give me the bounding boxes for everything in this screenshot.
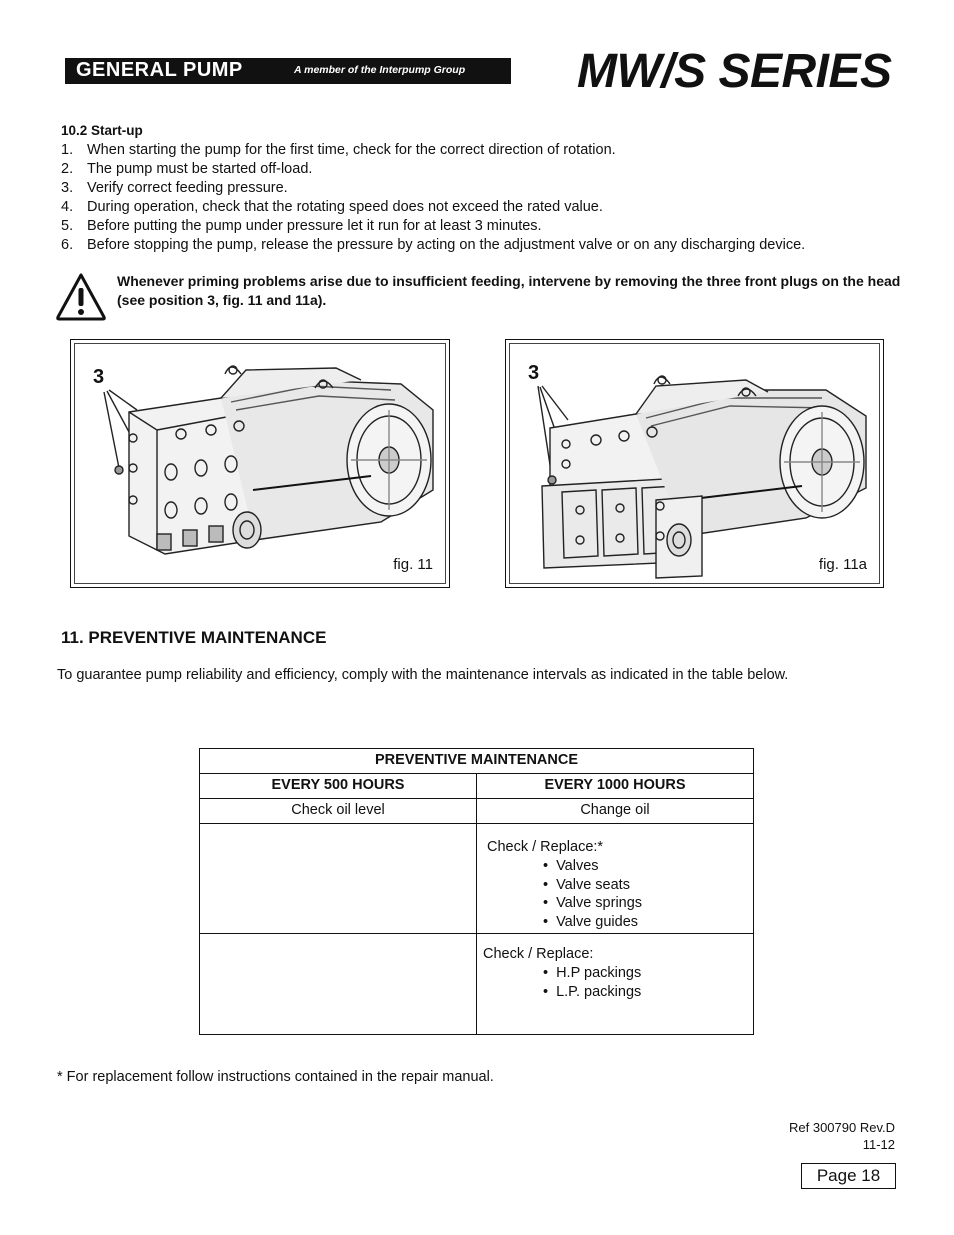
brand-name: GENERAL PUMP	[76, 59, 243, 81]
pump-illustration	[506, 340, 883, 587]
page-number: Page 18	[801, 1163, 896, 1189]
figure-11a	[505, 339, 884, 588]
startup-step	[61, 217, 921, 236]
figure-caption: fig. 11	[393, 556, 433, 573]
list-item: • Valve seats	[543, 876, 753, 895]
cell-title: Check / Replace:*	[487, 839, 604, 855]
step-text: The pump must be started off-load.	[87, 160, 313, 177]
list-item: • Valves	[543, 857, 753, 876]
step-number: 6.	[61, 236, 74, 253]
section-heading: 11. PREVENTIVE MAINTENANCE	[61, 628, 327, 647]
brand-bar	[65, 58, 511, 84]
step-text: During operation, check that the rotating speed does not exceed the rated value.	[87, 198, 603, 215]
step-text: Verify correct feeding pressure.	[87, 179, 288, 196]
bullet-list	[483, 964, 753, 1002]
table-cell-empty	[200, 934, 477, 1035]
table-row	[200, 799, 754, 824]
table-title: PREVENTIVE MAINTENANCE	[200, 749, 754, 774]
footnote: * For replacement follow instructions contained in the repair manual.	[57, 1069, 494, 1085]
table-cell-empty	[200, 824, 477, 934]
startup-step	[61, 160, 921, 179]
column-header-1000: EVERY 1000 HOURS	[477, 774, 754, 799]
section-intro: To guarantee pump reliability and efficiency, comply with the maintenance intervals as indicated in the table below.	[57, 667, 789, 683]
step-text: When starting the pump for the first time, check for the correct direction of rotation.	[87, 142, 616, 158]
table-row	[200, 934, 754, 1035]
step-number: 2.	[61, 160, 74, 177]
callout-number: 3	[528, 362, 540, 384]
step-text: Before putting the pump under pressure let it run for at least 3 minutes.	[87, 217, 542, 234]
maintenance-table	[199, 748, 754, 1035]
figure-11	[70, 339, 450, 588]
step-number: 4.	[61, 198, 74, 215]
warning-triangle-icon	[55, 272, 107, 322]
series-title: MW/S SERIES	[577, 45, 892, 98]
bullet-list	[487, 857, 753, 932]
list-item: • Valve springs	[543, 894, 753, 913]
brand-tagline: A member of the Interpump Group	[294, 64, 466, 76]
startup-step	[61, 198, 921, 217]
reference-code	[789, 1119, 895, 1153]
table-cell: Check oil level	[200, 799, 477, 824]
table-cell	[477, 824, 754, 934]
list-item: • H.P packings	[543, 964, 753, 983]
figure-caption: fig. 11a	[818, 556, 867, 573]
callout-number: 3	[93, 366, 105, 388]
startup-step	[61, 141, 921, 160]
table-cell	[477, 934, 754, 1035]
table-cell: Change oil	[477, 799, 754, 824]
step-number: 1.	[61, 142, 74, 158]
table-row	[200, 774, 754, 799]
cell-title: Check / Replace:	[483, 946, 594, 962]
table-row	[200, 749, 754, 774]
startup-step	[61, 236, 921, 255]
startup-heading: 10.2 Start-up	[61, 123, 143, 138]
pump-illustration	[71, 340, 449, 587]
warning-text: Whenever priming problems arise due to insufficient feeding, intervene by removing the three front plugs on the head (see position 3, fig. 11 and 11a).	[117, 273, 901, 308]
startup-step	[61, 179, 921, 198]
list-item: • L.P. packings	[543, 983, 753, 1002]
list-item: • Valve guides	[543, 913, 753, 932]
step-number: 5.	[61, 217, 74, 234]
reference-number: Ref 300790 Rev.D	[789, 1120, 895, 1135]
table-row	[200, 824, 754, 934]
column-header-500: EVERY 500 HOURS	[200, 774, 477, 799]
step-number: 3.	[61, 179, 74, 196]
revision-date: 11-12	[862, 1137, 895, 1152]
step-text: Before stopping the pump, release the pressure by acting on the adjustment valve or on any discharging device.	[87, 236, 806, 253]
startup-steps	[61, 141, 921, 254]
